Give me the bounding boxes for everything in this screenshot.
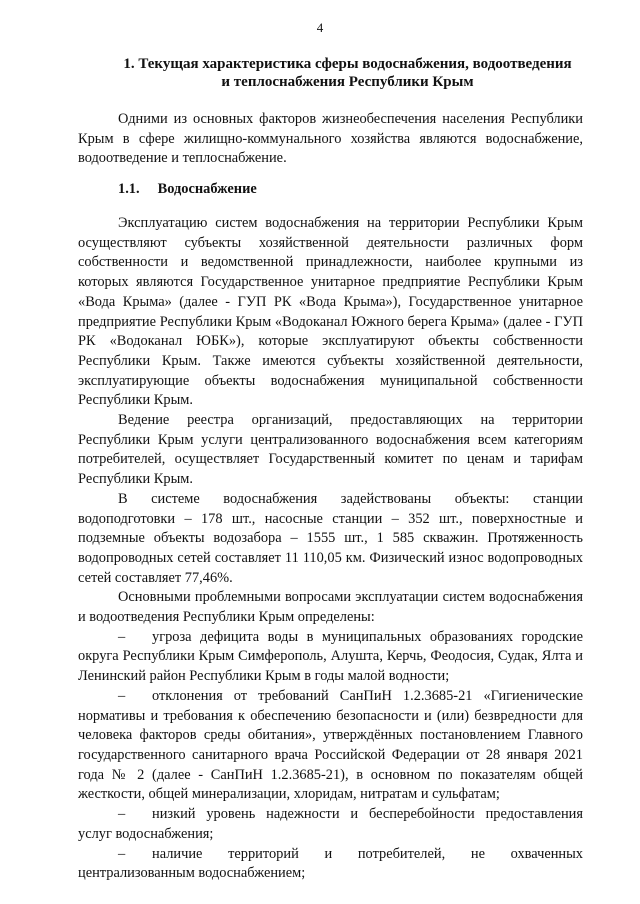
section-heading [110, 55, 585, 91]
paragraph: Эксплуатацию систем водоснабжения на территории Республики Крым осуществляют субъекты хозяйственной деятельности различных форм собственности и ведомственной принадлежности, наиболее крупными из которых являются Государственное унитарное предприятие Республики Крым «Вода Крыма» (далее - ГУП РК «Вода Крыма»), Государственное унитарное предприятие Республики Крым «Водоканал Южного берега Крыма» (далее - ГУП РК «Водоканал ЮБК»), которые эксплуатируют объекты собственности Республики Крым. Также имеются субъекты хозяйственной деятельности, эксплуатирующие объекты водоснабжения муниципальной собственности Республики Крым. [78, 215, 583, 409]
list-item [78, 628, 583, 687]
bullet-dash: – [118, 845, 126, 862]
list-item-text: низкий уровень надежности и бесперебойности предоставления услуг водоснабжения; [78, 806, 583, 842]
intro-block [78, 110, 583, 169]
section-heading-line-1: 1. Текущая характеристика сферы водоснабжения, водоотведения [123, 56, 572, 72]
list-item [78, 805, 583, 844]
paragraph: В системе водоснабжения задействованы объекты: станции водоподготовки – 178 шт., насосные станции – 352 шт., поверхностные и подземные объекты водозабора – 1555 шт., 1 585 скважин. Протяженность водопроводных сетей составляет 11 110,05 км. Физический износ водопроводных сетей составляет 77,46%. [78, 490, 583, 586]
page-number: 4 [316, 20, 324, 35]
list-item [78, 845, 583, 884]
bullet-dash: – [118, 687, 126, 704]
list-item-text: угроза дефицита воды в муниципальных образованиях городские округа Республики Крым Симферополь, Алушта, Керчь, Феодосия, Судак, Ялта и Ленинский район Республики Крым в годы малой водности; [78, 628, 583, 685]
bullet-dash: – [118, 806, 126, 823]
paragraph: Ведение реестра организаций, предоставляющих на территории Республики Крым услуги централизованного водоснабжения всем категориям потребителей, осуществляет Государственный комитет по ценам и тарифам Республики Крым. [78, 412, 583, 488]
subsection-number: 1.1. [118, 181, 140, 197]
section-heading-line-2: и теплоснабжения Республики Крым [221, 74, 474, 90]
body-text [78, 214, 583, 884]
subsection-heading [118, 181, 257, 198]
paragraph: Основными проблемными вопросами эксплуатации систем водоснабжения и водоотведения Республики Крым определены: [78, 589, 583, 626]
list-item-text: отклонения от требований СанПиН 1.2.3685-21 «Гигиенические нормативы и требования к обеспечению безопасности и (или) безвредности для человека факторов среды обитания», утверждённых постановлением Главного государственного санитарного врача Российской Федерации от 28 января 2021 года № 2 (далее - СанПиН 1.2.3685-21), в основном по показателям общей жесткости, общей минерализации, хлоридам, нитратам и сульфатам; [78, 687, 583, 803]
intro-paragraph: Одними из основных факторов жизнеобеспечения населения Республики Крым в сфере жилищно-коммунального хозяйства являются водоснабжение, водоотведение и теплоснабжение. [78, 111, 583, 167]
subsection-title: Водоснабжение [157, 181, 257, 197]
bullet-dash: – [118, 628, 126, 645]
list-item [78, 687, 583, 805]
list-item-text: наличие территорий и потребителей, не охваченных централизованным водоснабжением; [78, 845, 583, 882]
